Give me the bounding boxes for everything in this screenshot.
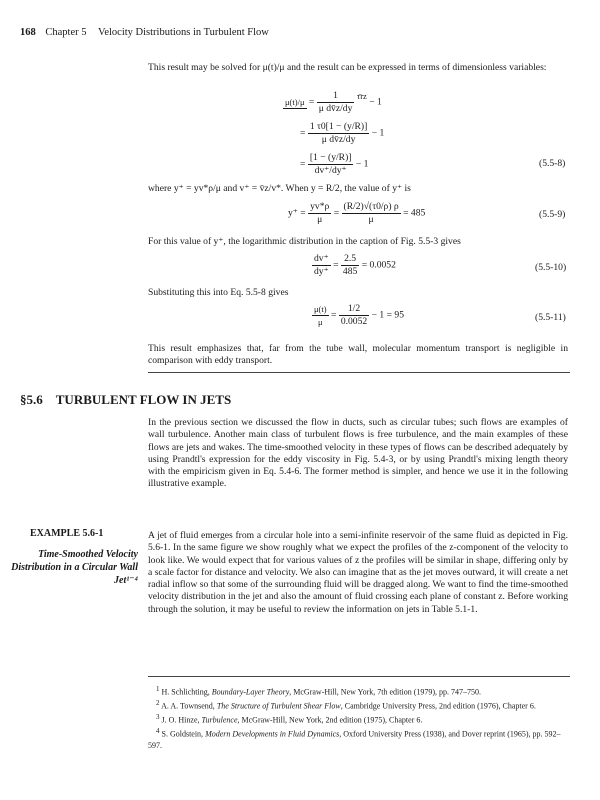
footnote-1: $^1$ H. Schlichting, Boundary-Layer Theory, McGraw-Hill, New York, 7th edition (1979), pp. 747–750. [156,685,482,697]
eq5510-f1-num: dv⁺ [314,253,329,264]
section-heading [20,392,231,408]
example-title: Time-Smoothed Velocity Distribution in a Circular Wall Jet¹⁻⁴ [11,549,138,586]
eq-5-5-8-number: (5.5-8) [539,158,566,169]
intro-paragraph: This result may be solved for μ(t)/μ and the result can be expressed in terms of dimensionless variables: [148,62,547,73]
running-title: Velocity Distributions in Turbulent Flow [97,27,269,38]
footnote-2: $^2$ A. A. Townsend, The Structure of Turbulent Shear Flow, Cambridge University Press, 2nd edition (1976), Chapter 6. [156,699,536,711]
eq559-f1-den: μ [317,214,323,225]
eq-5-5-8-line1: μ(t)/μ = $\frac{1}{\text{μ dv̄z/dy}}$ τ̄rz − 1 [285,90,382,114]
eq558-l3-num: [1 − (y/R)] [309,152,352,163]
running-header [20,27,269,38]
eq5510-f2-den: 485 [342,266,358,277]
eq558-l3-tail: − 1 [355,158,369,170]
page-number: 168 [20,27,36,38]
emphasis-paragraph: This result emphasizes that, far from the tube wall, molecular momentum transport is negligible in comparison with eddy transport. [148,343,568,367]
eq559-f2-num: (R/2)√(τ0/ρ) ρ [343,201,399,212]
eq5510-f2-num: 2.5 [341,253,359,266]
eq5511-lhs-num: μ(t) [314,304,327,314]
eq5511-result: − 1 = 95 [371,309,405,321]
eq-5-5-10-number: (5.5-10) [535,262,567,273]
section-title: TURBULENT FLOW IN JETS [55,392,232,407]
footnote-3: $^3$ J. O. Hinze, Turbulence, McGraw-Hill, New York, 2nd edition (1975), Chapter 6. [156,713,423,725]
eq558-l1-den: μ dv̄z/dy [318,103,353,114]
eq-5-5-11-number: (5.5-11) [535,312,566,323]
eq5511-lhs-den: μ [318,317,323,327]
eq559-f1-num: yv*ρ [310,201,330,212]
eq558-l2-den: μ dv̄z/dy [321,134,356,145]
example-label: EXAMPLE 5.6-1 [30,528,104,539]
eq558-l1-num: 1 [317,90,355,103]
eq-5-5-8-line3: = $\frac{[1 - (y/R)]}{dv^+/dy^+}$ − 1 [300,152,369,176]
eq558-lhs: μ(t)/μ [285,97,305,107]
example-body: A jet of fluid emerges from a circular hole into a semi-infinite reservoir of the same fluid as depicted in Fig. 5.6-1. In the same figure we show roughly what we expect the profiles of the z-component of the velocity to look like. We would expect that for various values of z the profiles will be similar in shape, differing only by a scale factor for distance and velocity. We also can imagine that as the jet moves outward, it will create a net radial inflow so that some of the surrounding fluid will be dragged along. We want to find the time-smoothed velocity distribution in the jet and also the amount of fluid crossing each plane of constant z. Before working through the solution, it may be useful to review the information on jets in Table 5.1-1. [148,530,568,615]
eq-5-5-10: $\frac{dv^+}{dy^+}$ = $\frac{2.5}{485}$ = 0.0052 [314,253,396,277]
eq558-l2-num: 1 τ0[1 − (y/R)] [309,121,368,132]
eq558-l1-mid: τ̄rz [356,90,367,101]
eq5511-f-den: 0.0052 [340,316,368,327]
eq5511-f-num: 1/2 [339,303,369,316]
section-paragraph: In the previous section we discussed the flow in ducts, such as circular tubes; such flows are examples of wall turbulence. Another main class of turbulent flows is free turbulence, and the main examples of these flows are jets and wakes. The time-smoothed velocity in these types of flows can be described adequately by using Prandtl's expression for the eddy viscosity in Fig. 5.4-3, or by using Prandtl's mixing length theory with the empiricism given in Eq. 5.4-6. The former method is simpler, and hence we use it in the following illustrative example. [148,417,568,490]
eq559-result: 485 [410,207,426,219]
example-end-rule [148,372,570,373]
eq558-l2-tail: − 1 [371,127,385,139]
where-line: where y⁺ = yv*ρ/μ and v⁺ = v̄z/v*. When y = R/2, the value of y⁺ is [148,183,411,194]
for-value-line: For this value of y⁺, the logarithmic distribution in the caption of Fig. 5.5-3 gives [148,236,461,247]
eq558-l1-tail: − 1 [369,96,382,108]
eq-5-5-9: y⁺ = $\frac{yv*\rho}{\mu}$ = $\frac{(R/2)√(\tau 0/\rho) \rho}{\mu}$ = 485 [288,201,426,225]
eq-5-5-9-number: (5.5-9) [539,209,566,220]
footnote-rule [148,676,570,677]
substituting-line: Substituting this into Eq. 5.5-8 gives [148,287,289,298]
eq-5-5-11: $\frac{\mu(t)}{\mu}$ = $\frac{1/2}{0.0052}$ − 1 = 95 [314,303,405,327]
chapter-label: Chapter 5 [45,27,87,38]
eq559-lhs: y⁺ [288,207,298,219]
eq559-f2-den: μ [368,214,374,225]
footnote-4: $^4$ S. Goldstein, Modern Developments in Fluid Dynamics, Oxford University Press (1938), and Dover reprint (1965), pp. 592–597. [148,727,561,750]
eq-5-5-8-line2: = $\frac{1 \tau 0[1 - (y/R)]}{\text{μ dv̄z/dy}}$ − 1 [300,121,385,145]
eq5510-f1-den: dy⁺ [314,266,329,277]
eq5510-result: 0.0052 [369,259,396,271]
eq558-l3-den: dv⁺/dy⁺ [314,165,347,176]
footnotes [148,684,568,751]
section-number: §5.6 [20,392,43,407]
